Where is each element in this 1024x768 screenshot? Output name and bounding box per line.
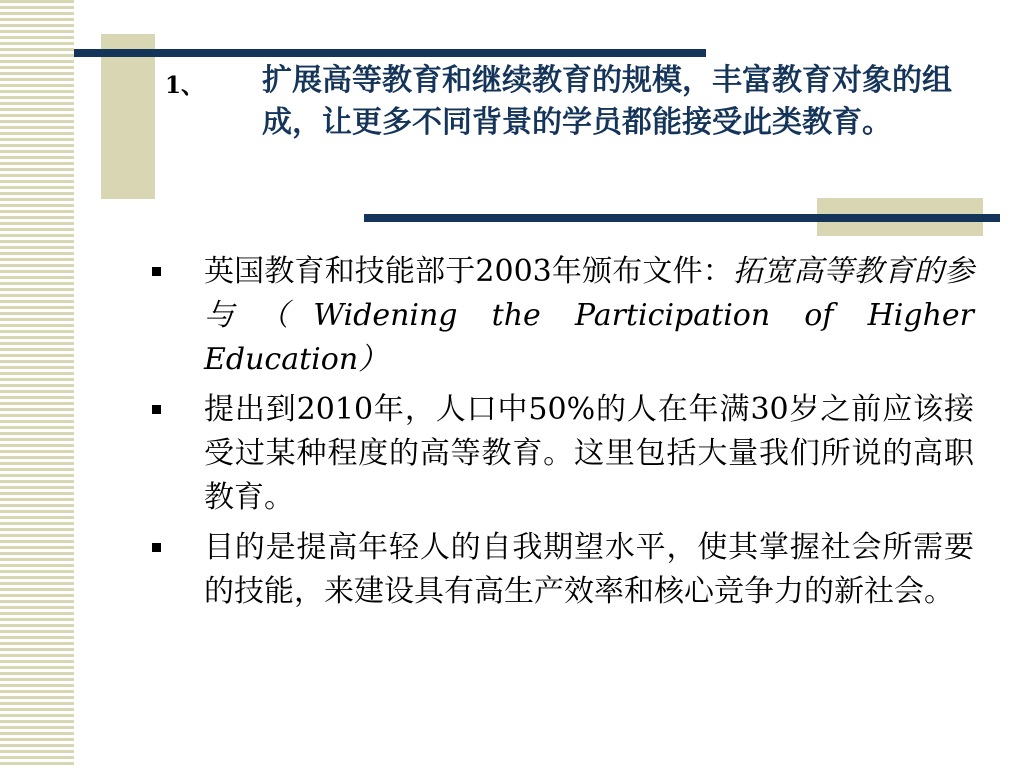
square-bullet-icon bbox=[152, 267, 161, 276]
square-bullet-icon bbox=[152, 543, 161, 552]
bullet-list bbox=[152, 250, 974, 620]
bottom-accent-line bbox=[364, 214, 1000, 222]
bullet-item bbox=[152, 388, 974, 520]
left-stripe-decoration bbox=[0, 0, 74, 768]
square-bullet-icon bbox=[152, 405, 161, 414]
slide-title: 扩展高等教育和继续教育的规模，丰富教育对象的组成，让更多不同背景的学员都能接受此类教育。 bbox=[262, 63, 952, 140]
bullet-text: 目的是提高年轻人的自我期望水平，使其掌握社会所需要的技能，来建设具有高生产效率和核心竞争力的新社会。 bbox=[204, 530, 974, 609]
bullet-text: 提出到2010年，人口中50%的人在年满30岁之前应该接受过某种程度的高等教育。这里包括大量我们所说的高职教育。 bbox=[204, 392, 974, 515]
title-number: 1、 bbox=[165, 72, 205, 99]
bullet-italic-text: 拓宽高等教育的参与（Widening the Participation of Higher Education） bbox=[204, 254, 974, 377]
bullet-text: 英国教育和技能部于2003年颁布文件： bbox=[204, 254, 733, 289]
top-accent-block bbox=[101, 34, 155, 199]
bullet-item bbox=[152, 250, 974, 382]
bullet-item bbox=[152, 526, 974, 614]
top-accent-line bbox=[74, 49, 706, 57]
